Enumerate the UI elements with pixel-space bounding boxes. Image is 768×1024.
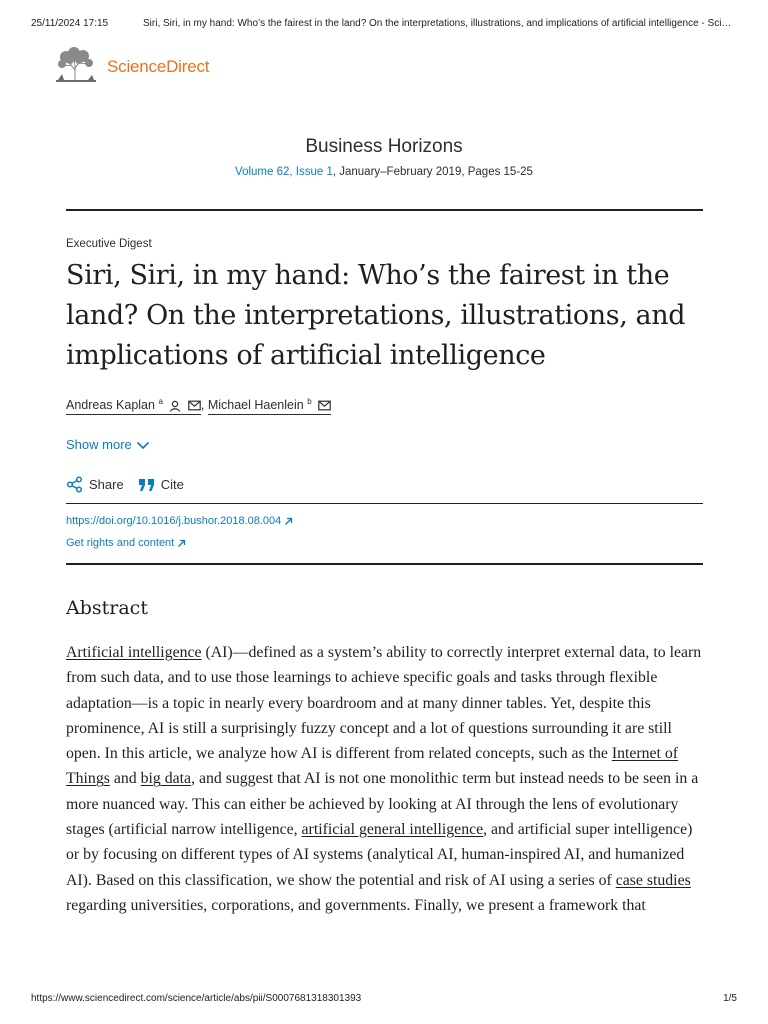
abstract-text: , and artificial super intelligence) or by focusing on different types of AI systems (analytical AI, human-inspired AI, and humanized AI). Based on this classification, we show the potential and risk of AI using a series of	[66, 821, 693, 889]
divider	[66, 209, 703, 211]
abstract-heading: Abstract	[66, 597, 148, 619]
elsevier-tree-icon[interactable]	[52, 44, 100, 84]
share-label: Share	[89, 477, 124, 492]
abstract-term-link[interactable]: Artificial intelligence	[66, 644, 202, 661]
author-separator: ,	[200, 398, 208, 413]
abstract-text: regarding universities, corporations, and governments. Finally, we present a framework that	[66, 896, 646, 914]
cite-label: Cite	[160, 477, 184, 492]
abstract-term-link[interactable]: big data	[140, 770, 192, 788]
print-datetime: 25/11/2024 17:15	[31, 18, 109, 29]
abstract-text: and	[109, 770, 141, 788]
share-button[interactable]	[66, 476, 124, 493]
author-name: Andreas Kaplan	[66, 398, 155, 413]
rights-text: Get rights and content	[66, 537, 175, 549]
author-link[interactable]	[66, 397, 201, 415]
abstract-body	[66, 640, 708, 918]
rights-link[interactable]	[66, 537, 186, 549]
article-type: Executive Digest	[66, 238, 152, 250]
print-page-number: 1/5	[723, 993, 737, 1004]
envelope-icon	[318, 400, 331, 411]
external-link-icon	[177, 539, 186, 548]
print-url: https://www.sciencedirect.com/science/article/abs/pii/S0007681318301393	[31, 993, 362, 1004]
author-list	[66, 397, 331, 415]
external-link-icon	[284, 517, 293, 526]
divider	[66, 503, 703, 504]
show-more-label: Show more	[66, 437, 132, 452]
person-icon	[169, 400, 181, 412]
abstract-text: , and suggest that AI is not one monolithic term but instead needs to be seen in a more nuanced way. This can either be achieved by looking at AI through the lens of evolutionary stages (artificial narrow intelligence,	[66, 770, 699, 839]
issue-link[interactable]: Volume 62, Issue 1	[235, 166, 333, 178]
abstract-term-link[interactable]: Internet of Things	[66, 745, 679, 788]
abstract-text: (AI)—defined as a system’s ability to correctly interpret external data, to learn from such data, and to use those learnings to achieve specific goals and tasks through flexible adaptation—is a topic in nearly every boardroom and at many dinner tables. Yet, despite this prominence, AI is still a surprisingly fuzzy concept and a lot of questions surrounding it are still open. In this article, we analyze how AI is different from related concepts, such as the	[66, 644, 702, 763]
abstract-term-link[interactable]: case studies	[615, 871, 691, 889]
article-actions	[66, 476, 198, 493]
quote-icon	[138, 478, 155, 492]
brand-name[interactable]: ScienceDirect	[107, 57, 210, 76]
show-more-button[interactable]	[66, 437, 150, 452]
issue-info	[0, 166, 768, 178]
article-title: Siri, Siri, in my hand: Who’s the fairest in the land? On the interpretations, illustrations, and implications of artificial intelligence	[66, 260, 686, 371]
issue-details: , January–February 2019, Pages 15-25	[332, 166, 533, 178]
abstract-term-link[interactable]: artificial general intelligence	[301, 821, 484, 839]
chevron-down-icon	[136, 441, 150, 450]
journal-name[interactable]: Business Horizons	[305, 136, 463, 157]
share-icon	[66, 476, 83, 493]
author-affiliation: a	[158, 397, 163, 406]
author-link[interactable]	[208, 397, 331, 415]
doi-link[interactable]	[66, 515, 293, 527]
doi-text: https://doi.org/10.1016/j.bushor.2018.08.004	[66, 515, 282, 527]
print-doc-title: Siri, Siri, in my hand: Who’s the fairest in the land? On the interpretations, illustrations, and implications of artificial intelligence - Sci…	[143, 18, 732, 29]
author-name: Michael Haenlein	[207, 398, 304, 413]
cite-button[interactable]	[138, 477, 184, 492]
divider	[66, 563, 703, 565]
envelope-icon	[188, 400, 201, 411]
author-affiliation: b	[307, 397, 312, 406]
